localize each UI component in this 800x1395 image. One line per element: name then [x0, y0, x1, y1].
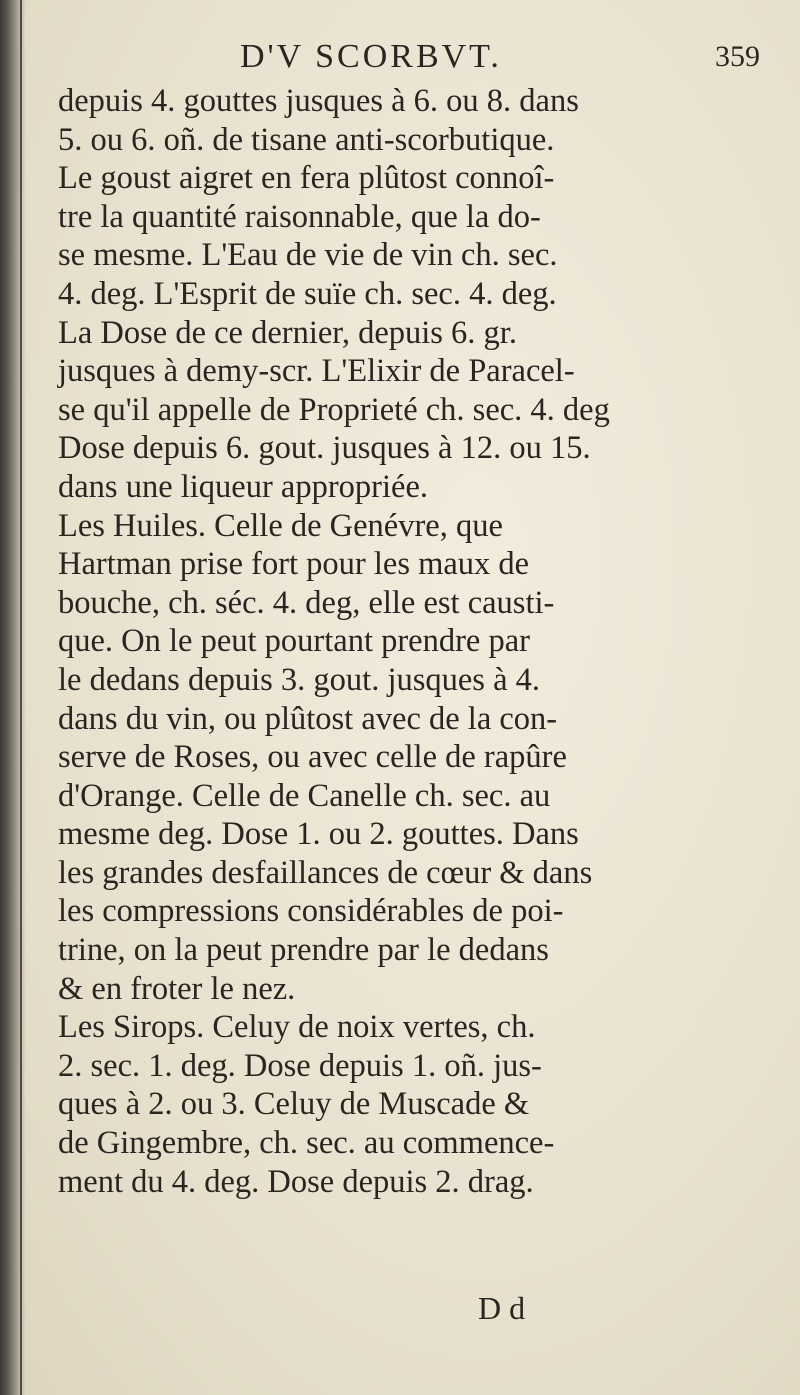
- text-line: Hartman prise fort pour les maux de: [58, 546, 530, 583]
- text-line: les grandes desfaillances de cœur & dans: [58, 854, 593, 891]
- binding-gutter: [0, 0, 26, 1395]
- text-line: dans une liqueur appropriée.: [58, 468, 429, 505]
- catchword: D d: [478, 1290, 526, 1326]
- text-line: Les Huiles. Celle de Genévre, que: [58, 507, 503, 544]
- text-line: se mesme. L'Eau de vie de vin ch. sec.: [58, 237, 558, 274]
- text-line: de Gingembre, ch. sec. au commence-: [58, 1125, 555, 1162]
- text-line: depuis 4. gouttes jusques à 6. ou 8. dans: [58, 83, 579, 119]
- binding-edge: [20, 0, 22, 1395]
- text-line: serve de Roses, ou avec celle de rapûre: [58, 739, 567, 776]
- text-line: & en froter le nez.: [58, 970, 296, 1007]
- text-line: 4. deg. L'Esprit de suïe ch. sec. 4. deg.: [58, 275, 557, 312]
- body-text: [58, 82, 758, 1201]
- text-line: Le goust aigret en fera plûtost connoî-: [58, 160, 555, 197]
- text-line: bouche, ch. séc. 4. deg, elle est causti-: [58, 584, 555, 621]
- text-line: se qu'il appelle de Proprieté ch. sec. 4. deg: [58, 391, 610, 428]
- text-line: Dose depuis 6. gout. jusques à 12. ou 15.: [58, 430, 591, 467]
- text-line: mesme deg. Dose 1. ou 2. gouttes. Dans: [58, 816, 579, 853]
- text-line: dans du vin, ou plûtost avec de la con-: [58, 700, 558, 737]
- text-line: Les Sirops. Celuy de noix vertes, ch.: [58, 1009, 536, 1046]
- text-line: trine, on la peut prendre par le dedans: [58, 932, 549, 969]
- text-line: jusques à demy-scr. L'Elixir de Paracel-: [58, 353, 575, 390]
- text-line: tre la quantité raisonnable, que la do-: [58, 198, 541, 235]
- text-line: ques à 2. ou 3. Celuy de Muscade &: [58, 1086, 530, 1123]
- page-header: [240, 38, 760, 88]
- text-line: que. On le peut pourtant prendre par: [58, 623, 530, 660]
- text-line: le dedans depuis 3. gout. jusques à 4.: [58, 661, 541, 698]
- text-line: 2. sec. 1. deg. Dose depuis 1. oñ. jus-: [58, 1047, 542, 1084]
- page-number: 359: [715, 40, 760, 73]
- text-line: ment du 4. deg. Dose depuis 2. drag.: [58, 1163, 534, 1200]
- text-line: 5. ou 6. oñ. de tisane anti-scorbutique.: [58, 121, 555, 158]
- text-line: d'Orange. Celle de Canelle ch. sec. au: [58, 777, 551, 814]
- running-head: D'V SCORBVT.: [240, 38, 502, 75]
- text-line: La Dose de ce dernier, depuis 6. gr.: [58, 314, 517, 351]
- text-line: les compressions considérables de poi-: [58, 893, 564, 930]
